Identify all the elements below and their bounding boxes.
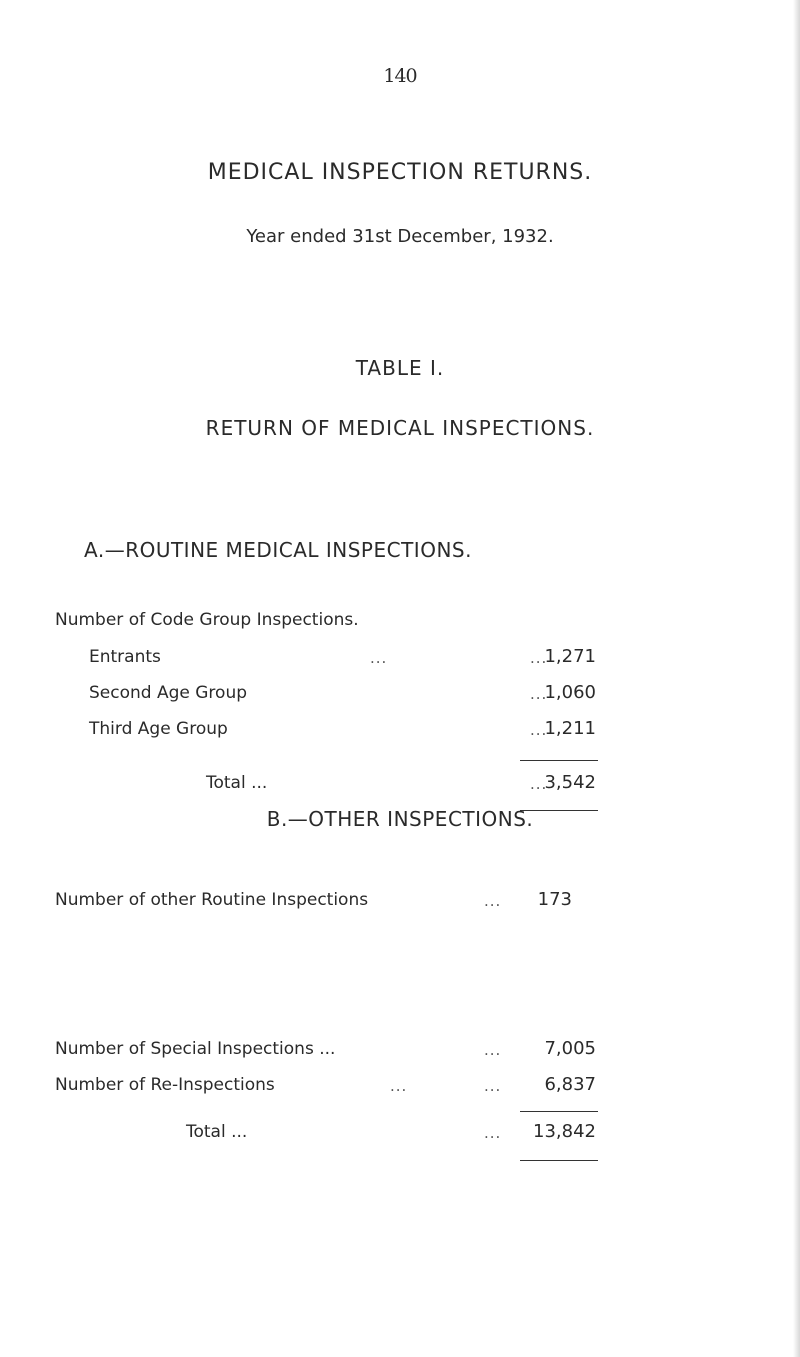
total-label-a: Total ... <box>206 773 268 793</box>
dot-leader: ... <box>484 1124 502 1142</box>
table-title: TABLE I. <box>355 356 445 380</box>
page-number: 140 <box>383 65 417 87</box>
special-inspections-label: Number of Special Inspections ... <box>55 1039 336 1059</box>
dot-leader: ... <box>530 721 548 739</box>
row-value-entrants: 1,271 <box>544 646 596 667</box>
dot-leader: ... <box>530 775 548 793</box>
page-edge-shadow <box>793 0 800 1357</box>
total-rule-top-b <box>520 1111 598 1112</box>
total-rule-top <box>520 760 598 761</box>
page-subtitle: Year ended 31st December, 1932. <box>246 226 554 247</box>
code-group-heading: Number of Code Group Inspections. <box>55 610 359 630</box>
row-value-second-age: 1,060 <box>544 682 596 703</box>
row-value-third-age: 1,211 <box>544 718 596 739</box>
re-inspections-label: Number of Re-Inspections <box>55 1075 275 1095</box>
table-subtitle: RETURN OF MEDICAL INSPECTIONS. <box>205 416 595 440</box>
re-inspections-value: 6,837 <box>544 1074 596 1095</box>
other-routine-value: 173 <box>537 889 572 910</box>
dot-leader: ... <box>530 649 548 667</box>
special-inspections-value: 7,005 <box>544 1038 596 1059</box>
dot-leader: ... <box>484 1041 502 1059</box>
other-routine-label: Number of other Routine Inspections <box>55 890 369 910</box>
dot-leader: ... <box>370 649 388 667</box>
total-label-b: Total ... <box>186 1122 248 1142</box>
row-label-second-age: Second Age Group <box>89 683 248 703</box>
total-rule-bottom-b <box>520 1160 598 1161</box>
row-label-third-age: Third Age Group <box>89 719 228 739</box>
dot-leader: ... <box>390 1077 408 1095</box>
row-label-entrants: Entrants <box>89 647 161 667</box>
dot-leader: ... <box>530 685 548 703</box>
page-title: MEDICAL INSPECTION RETURNS. <box>207 160 593 185</box>
dot-leader: ... <box>484 892 502 910</box>
total-value-a: 3,542 <box>544 772 596 793</box>
section-a-heading: A.—ROUTINE MEDICAL INSPECTIONS. <box>84 538 472 562</box>
dot-leader: ... <box>484 1077 502 1095</box>
total-value-b: 13,842 <box>533 1121 596 1142</box>
section-b-heading: B.—OTHER INSPECTIONS. <box>266 807 534 831</box>
